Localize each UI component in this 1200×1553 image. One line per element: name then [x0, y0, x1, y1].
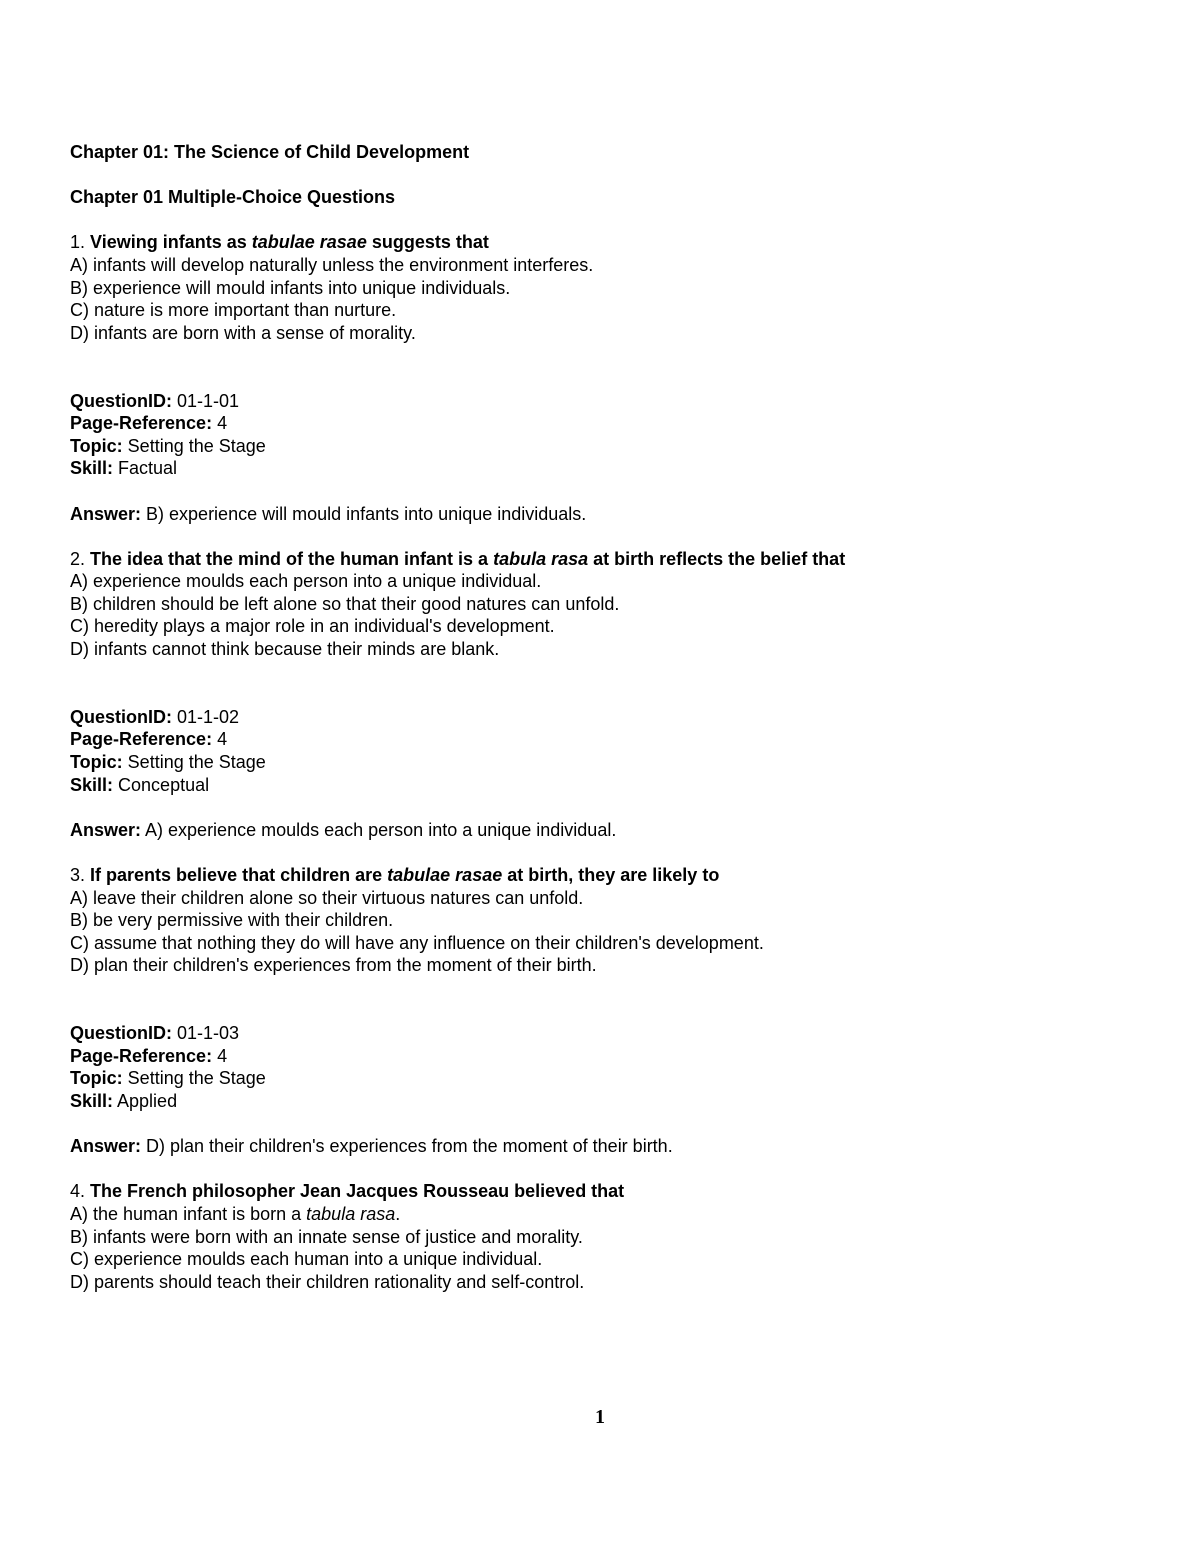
page-content — [70, 141, 1130, 1293]
question-1-option-c: C) nature is more important than nurture. — [70, 300, 397, 321]
question-3-option-b: B) be very permissive with their children. — [70, 910, 394, 931]
question-3-skill: Skill: Applied — [70, 1090, 178, 1111]
question-1-answer: Answer: B) experience will mould infants into unique individuals. — [70, 503, 587, 524]
question-1-page-reference: Page-Reference: 4 — [70, 413, 228, 434]
question-2-stem: 2. The idea that the mind of the human infant is a tabula rasa at birth reflects the belief that — [70, 548, 846, 569]
question-3-option-d: D) plan their children's experiences from the moment of their birth. — [70, 955, 597, 976]
question-4-stem: 4. The French philosopher Jean Jacques Rousseau believed that — [70, 1181, 625, 1202]
question-number: 3. — [70, 865, 86, 885]
question-2-id: QuestionID: 01-1-02 — [70, 706, 240, 727]
question-1-skill: Skill: Factual — [70, 458, 178, 479]
question-1-option-a: A) infants will develop naturally unless the environment interferes. — [70, 254, 594, 275]
question-4-option-c: C) experience moulds each human into a unique individual. — [70, 1249, 543, 1270]
question-2-option-b: B) children should be left alone so that their good natures can unfold. — [70, 593, 620, 614]
question-4-option-d: D) parents should teach their children rationality and self-control. — [70, 1271, 585, 1292]
question-1-topic: Topic: Setting the Stage — [70, 435, 266, 456]
question-3-page-reference: Page-Reference: 4 — [70, 1045, 228, 1066]
question-3-answer: Answer: D) plan their children's experiences from the moment of their birth. — [70, 1136, 673, 1157]
question-2-option-d: D) infants cannot think because their minds are blank. — [70, 639, 500, 660]
question-3-stem: 3. If parents believe that children are tabulae rasae at birth, they are likely to — [70, 865, 720, 885]
question-1-id: QuestionID: 01-1-01 — [70, 390, 240, 411]
page-number: 1 — [595, 1406, 605, 1428]
question-number: 1. — [70, 232, 86, 253]
question-2-option-c: C) heredity plays a major role in an individual's development. — [70, 616, 555, 637]
chapter-title: Chapter 01: The Science of Child Development — [70, 142, 470, 162]
question-3-option-a: A) leave their children alone so their virtuous natures can unfold. — [70, 887, 584, 908]
question-2-option-a: A) experience moulds each person into a unique individual. — [70, 571, 542, 592]
question-2-answer: Answer: A) experience moulds each person into a unique individual. — [70, 819, 617, 840]
question-1-option-d: D) infants are born with a sense of morality. — [70, 322, 416, 343]
question-2-page-reference: Page-Reference: 4 — [70, 729, 228, 750]
question-3-topic: Topic: Setting the Stage — [70, 1068, 266, 1089]
question-4-option-b: B) infants were born with an innate sense of justice and morality. — [70, 1226, 583, 1247]
section-title: Chapter 01 Multiple-Choice Questions — [70, 187, 396, 208]
question-4-option-a: A) the human infant is born a tabula rasa. — [70, 1203, 401, 1224]
question-number: 4. — [70, 1181, 86, 1202]
question-2-topic: Topic: Setting the Stage — [70, 752, 266, 773]
question-number: 2. — [70, 548, 86, 569]
question-2-skill: Skill: Conceptual — [70, 774, 210, 795]
question-1-option-b: B) experience will mould infants into unique individuals. — [70, 277, 511, 298]
question-3-option-c: C) assume that nothing they do will have any influence on their children's development. — [70, 932, 764, 953]
question-1-stem: 1. Viewing infants as tabulae rasae suggests that — [70, 232, 489, 253]
question-3-id: QuestionID: 01-1-03 — [70, 1023, 240, 1044]
